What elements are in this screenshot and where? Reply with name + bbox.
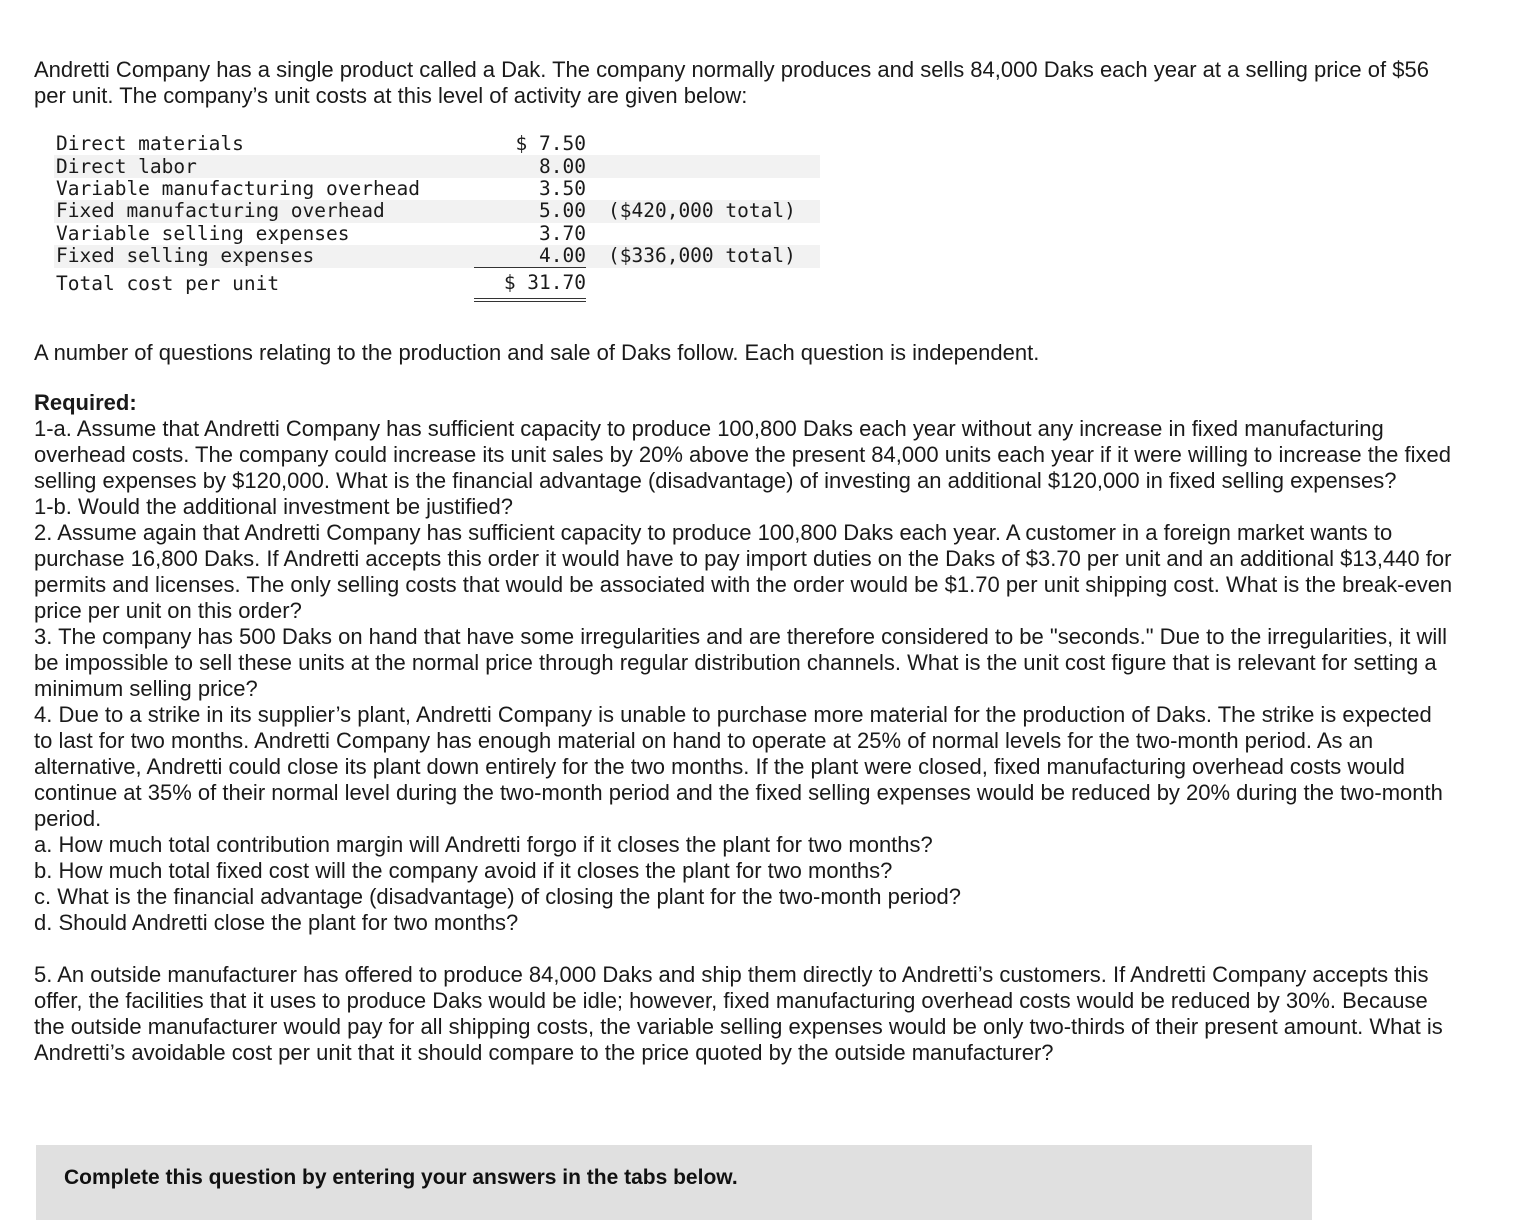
problem-content	[34, 57, 1464, 1066]
table-row	[54, 200, 820, 222]
question-4a: a. How much total contribution margin will Andretti forgo if it closes the plant for two months?	[34, 832, 933, 858]
table-row	[54, 178, 820, 200]
question-1b: 1-b. Would the additional investment be justified?	[34, 494, 513, 520]
cost-amount: 3.70	[539, 221, 586, 245]
cost-label: Fixed selling expenses	[54, 245, 474, 268]
cost-amount: 4.00	[474, 245, 586, 268]
cost-note: ($420,000 total)	[586, 200, 820, 222]
cost-label: Variable manufacturing overhead	[56, 176, 420, 200]
table-row	[54, 245, 820, 268]
question-list	[34, 416, 1464, 936]
cost-label: Direct labor	[54, 155, 474, 177]
table-row	[54, 223, 820, 245]
question-3: 3. The company has 500 Daks on hand that have some irregularities and are therefore considered to be "seconds." Due to the irregularities, it will be impossible to sell these units at the normal price through regular distribution channels. What is the unit cost figure that is relevant for setting a minimum selling price?	[34, 624, 1447, 702]
unit-cost-table	[54, 133, 820, 302]
table-row	[54, 133, 820, 155]
cost-note	[586, 133, 820, 155]
cost-label: Variable selling expenses	[56, 221, 350, 245]
total-note	[586, 268, 820, 301]
intro-paragraph: Andretti Company has a single product called a Dak. The company normally produces and sells 84,000 Daks each year at a selling price of $56 per unit. The company’s unit costs at this level of activity are given below:	[34, 57, 1429, 108]
total-label: Total cost per unit	[54, 268, 474, 301]
cost-note: ($336,000 total)	[586, 245, 820, 268]
question-4c: c. What is the financial advantage (disadvantage) of closing the plant for the two-month period?	[34, 884, 961, 910]
total-amount: $ 31.70	[474, 268, 586, 301]
instruction-banner	[36, 1145, 1312, 1220]
question-2: 2. Assume again that Andretti Company has sufficient capacity to produce 100,800 Daks each year. A customer in a foreign market wants to purchase 16,800 Daks. If Andretti accepts this order it would have to pay import duties on the Daks of $3.70 per unit and an additional $13,440 for permits and licenses. The only selling costs that would be associated with the order would be $1.70 per unit shipping cost. What is the break-even price per unit on this order?	[34, 520, 1453, 624]
cost-amount: 8.00	[474, 155, 586, 177]
question-1a: 1-a. Assume that Andretti Company has sufficient capacity to produce 100,800 Daks each year without any increase in fixed manufacturing overhead costs. The company could increase its unit sales by 20% above the present 84,000 units each year if it were willing to increase the fixed selling expenses by $120,000. What is the financial advantage (disadvantage) of investing an additional $120,000 in fixed selling expenses?	[34, 416, 1451, 494]
question-4b: b. How much total fixed cost will the company avoid if it closes the plant for two months?	[34, 858, 893, 884]
instruction-text: Complete this question by entering your answers in the tabs below.	[64, 1166, 738, 1189]
total-row	[54, 268, 820, 301]
cost-amount: 5.00	[474, 200, 586, 222]
table-row	[54, 155, 820, 177]
cost-label: Direct materials	[56, 132, 244, 156]
cost-note	[586, 223, 820, 245]
cost-note	[586, 155, 820, 177]
cost-amount: 3.50	[539, 176, 586, 200]
required-heading: Required:	[34, 390, 137, 416]
independence-note: A number of questions relating to the production and sale of Daks follow. Each question is independent.	[34, 340, 1040, 366]
cost-label: Fixed manufacturing overhead	[54, 200, 474, 222]
cost-amount: $ 7.50	[515, 132, 586, 156]
question-4: 4. Due to a strike in its supplier’s plant, Andretti Company is unable to purchase more material for the production of Daks. The strike is expected to last for two months. Andretti Company has enough material on hand to operate at 25% of normal levels for the two-month period. As an alternative, Andretti could close its plant down entirely for the two months. If the plant were closed, fixed manufacturing overhead costs would continue at 35% of their normal level during the two-month period and the fixed selling expenses would be reduced by 20% during the two-month period.	[34, 702, 1443, 832]
question-5: 5. An outside manufacturer has offered to produce 84,000 Daks and ship them directly to Andretti’s customers. If Andretti Company accepts this offer, the facilities that it uses to produce Daks would be idle; however, fixed manufacturing overhead costs would be reduced by 30%. Because the outside manufacturer would pay for all shipping costs, the variable selling expenses would be only two-thirds of their present amount. What is Andretti’s avoidable cost per unit that it should compare to the price quoted by the outside manufacturer?	[34, 962, 1443, 1066]
question-4d: d. Should Andretti close the plant for two months?	[34, 910, 519, 936]
cost-note	[586, 178, 820, 200]
